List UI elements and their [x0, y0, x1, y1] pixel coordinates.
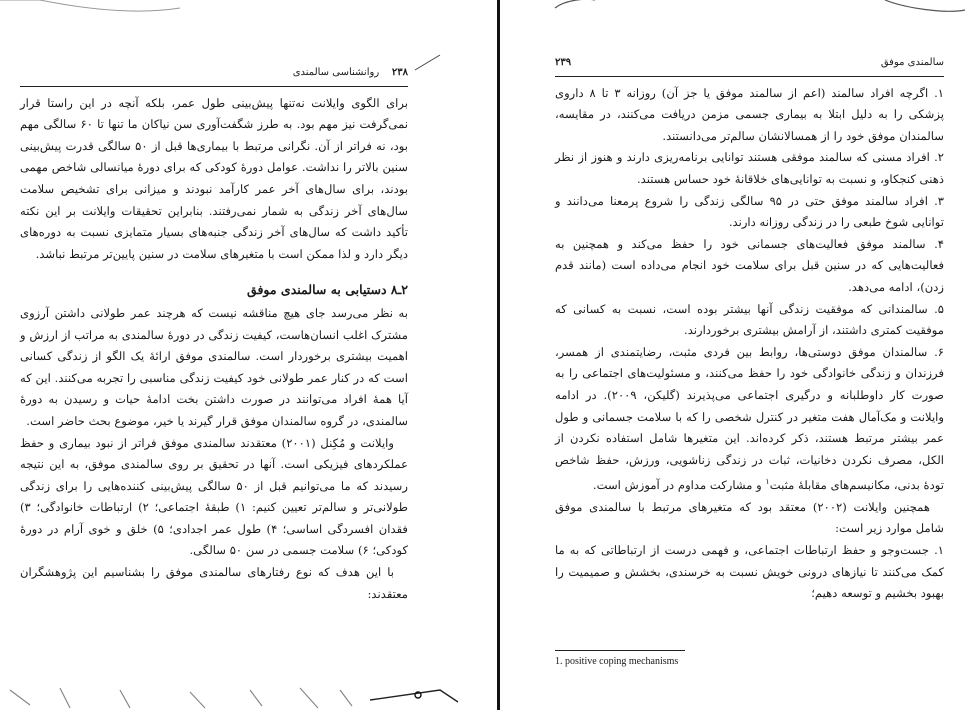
page-number: ۲۳۹ [555, 57, 572, 68]
list-item: ۴. سالمند موفق فعالیت‌های جسمانی خود را حفظ می‌کند و همچنین به فعالیت‌هایی که در سنین قبل برای سلامت خود انجام می‌داده است (مانند قدم زدن)، ادامه می‌دهد. [555, 236, 944, 294]
paragraph: برای الگوی وایلانت نه‌تنها پیش‌بینی طول عمر، بلکه آنچه در این راستا قرار نمی‌گرفت نیز مهم بود. به طرز شگفت‌آوری سن نیاکان ما تنها تا ۶۰ سالگی مهم بود، نه فراتر از آن. نگرانی مرتبط با بیماری‌ها قبل از ۵۰ سالگی قدرت پیش‌بینی سنین بالاتر را نداشت. عوامل دورهٔ کودکی که برای دورهٔ میانسالی شاخص مهمی بودند، برای سال‌های آخر عمر کارآمد نبودند و میزانی برای تشخیص سلامت سال‌های آخر زندگی به شمار نمی‌رفتند. بنابراین تحقیقات وایلانت بر این نکته تأکید داشت که سال‌های آخر زندگی جنبه‌های بسیار متمایزی نسبت به دوره‌های دیگر دارد و لذا ممکن است با متغیرهای سلامت در سنین پایین‌تر مرتبط نباشد. [20, 95, 408, 261]
running-head-group [293, 62, 408, 84]
list-item: ۵. سالمندانی که موفقیت زندگی آنها بیشتر بوده است، نسبت به کسانی که موفقیت کمتری داشتند، از آرامش بیشتری برخوردارند. [555, 301, 944, 338]
running-head [20, 62, 408, 87]
section-title: ۲ـ۸ دستیابی به سالمندی موفق [247, 282, 408, 298]
list-item: ۱. اگرچه افراد سالمند (اعم از سالمند موفق یا جز آن) روزانه ۳ تا ۸ داروی پزشکی را به دلیل ابتلا به بیماری جسمی مزمن دریافت می‌کنند، در مقایسه، سالمندان موفق خود را از همسالانشان سالم‌تر می‌دانستند. [555, 85, 944, 143]
right-page [525, 0, 976, 710]
footnote: 1. positive coping mechanisms [555, 656, 679, 667]
running-head [555, 52, 944, 77]
list-item: ۱. جست‌وجو و حفظ ارتباطات اجتماعی، و فهمی درست از ارتباطاتی که به ما کمک می‌کنند تا نیازهای درونی خویش نسبت به خرسندی، بخشش و صمیمیت را بهبود بخشیم و توسعه دهیم؛ [555, 542, 944, 601]
running-title: روانشناسی سالمندی [292, 67, 380, 78]
page-number: ۲۳۸ [391, 67, 408, 78]
list-item: ۳. افراد سالمند موفق حتی در ۹۵ سالگی زندگی را شروع پرمعنا می‌دانند و توانایی شوخ طبعی را در زندگی روزانه دارند. [555, 193, 944, 230]
list-item-tail: و مشارکت مداوم در آموزش است. [592, 478, 766, 493]
footnote-marker: ۱ [765, 477, 770, 487]
paragraph: با این هدف که نوع رفتارهای سالمندی موفق را بشناسیم این پژوهشگران معتقدند: [20, 565, 408, 601]
list-item-text: ۶. سالمندان موفق دوستی‌ها، روابط بین فردی مثبت، رضایتمندی از همسر، فرزندان و زندگی خانوادگی خود را حفظ می‌کنند، و مسئولیت‌های اجتماعی را به صورت کار داوطلبانه و درگیری اجتماعی می‌پذیرند (گلیکن، ۲۰۰۹). در ادامه وایلانت و مک‌آمال هفت متغیر در کنترل شخصی را که با سلامت جسمانی و طول عمر بیشتر مرتبط هستند، ذکر کرده‌اند. این متغیرها شامل استفاده نکردن از الکل، مصرف نکردن دخانیات، ثبات در زندگی زناشویی، ورزش، حفظ شاخص تودهٔ بدنی، مکانیسم‌های مقابلهٔ مثبت [555, 344, 945, 493]
paragraph: به نظر می‌رسد جای هیچ مناقشه نیست که هرچند عمر طولانی داشتن آرزوی مشترک اغلب انسان‌هاست، کیفیت زندگی در دورهٔ سالمندی به مراتب از ارزش و اهمیت بیشتری برخوردار است. سالمندی موفق ارائهٔ یک الگو از زندگی کسانی است که در کنار عمر طولانی خود کیفیت زندگی مناسبی را تجربه می‌کنند. این که آیا همهٔ افراد می‌توانند در صورت داشتن بخت ادامهٔ حیات و رسیدن به دورهٔ سالمندی، در گروه سالمندان موفق قرار گیرند یا خیر، موضوع بحث حاضر است. [20, 305, 409, 428]
list-item: ۲. افراد مسنی که سالمند موفقی هستند توانایی برنامه‌ریزی دارند و هنوز از نظر ذهنی کنجکاو، و نسبت به توانایی‌های خلاقانهٔ خود حساس هستند. [555, 150, 944, 186]
paragraph: وایلانت و مُکِنل (۲۰۰۱) معتقدند سالمندی موفق فراتر از نبود بیماری و حفظ عملکردهای فیزیکی است. آنها در تحقیق بر روی سالمندی موفق، به این نتیجه رسیدند که ما می‌توانیم قبل از ۵۰ سالگی پیش‌بینی کننده‌هایی را برای زندگی طولانی‌تر و سالم‌تر تعیین کنیم: ۱) طبقهٔ اجتماعی؛ ۲) ارتباطات خانوادگی؛ ۳) فقدان افسردگی اساسی؛ ۴) طول عمر اجدادی؛ ۵) خلق و خوی آرام در دورهٔ کودکی؛ ۶) سلامت جسمی در سن ۵۰ سالگی. [20, 435, 408, 558]
page-divider [497, 0, 500, 710]
footnote-rule [555, 650, 685, 651]
list-item [555, 342, 944, 497]
left-page [0, 0, 460, 710]
paragraph: همچنین وایلانت (۲۰۰۲) معتقد بود که متغیرهای مرتبط با سالمندی موفق شامل موارد زیر است: [555, 499, 944, 536]
running-title: سالمندی موفق [880, 57, 944, 68]
